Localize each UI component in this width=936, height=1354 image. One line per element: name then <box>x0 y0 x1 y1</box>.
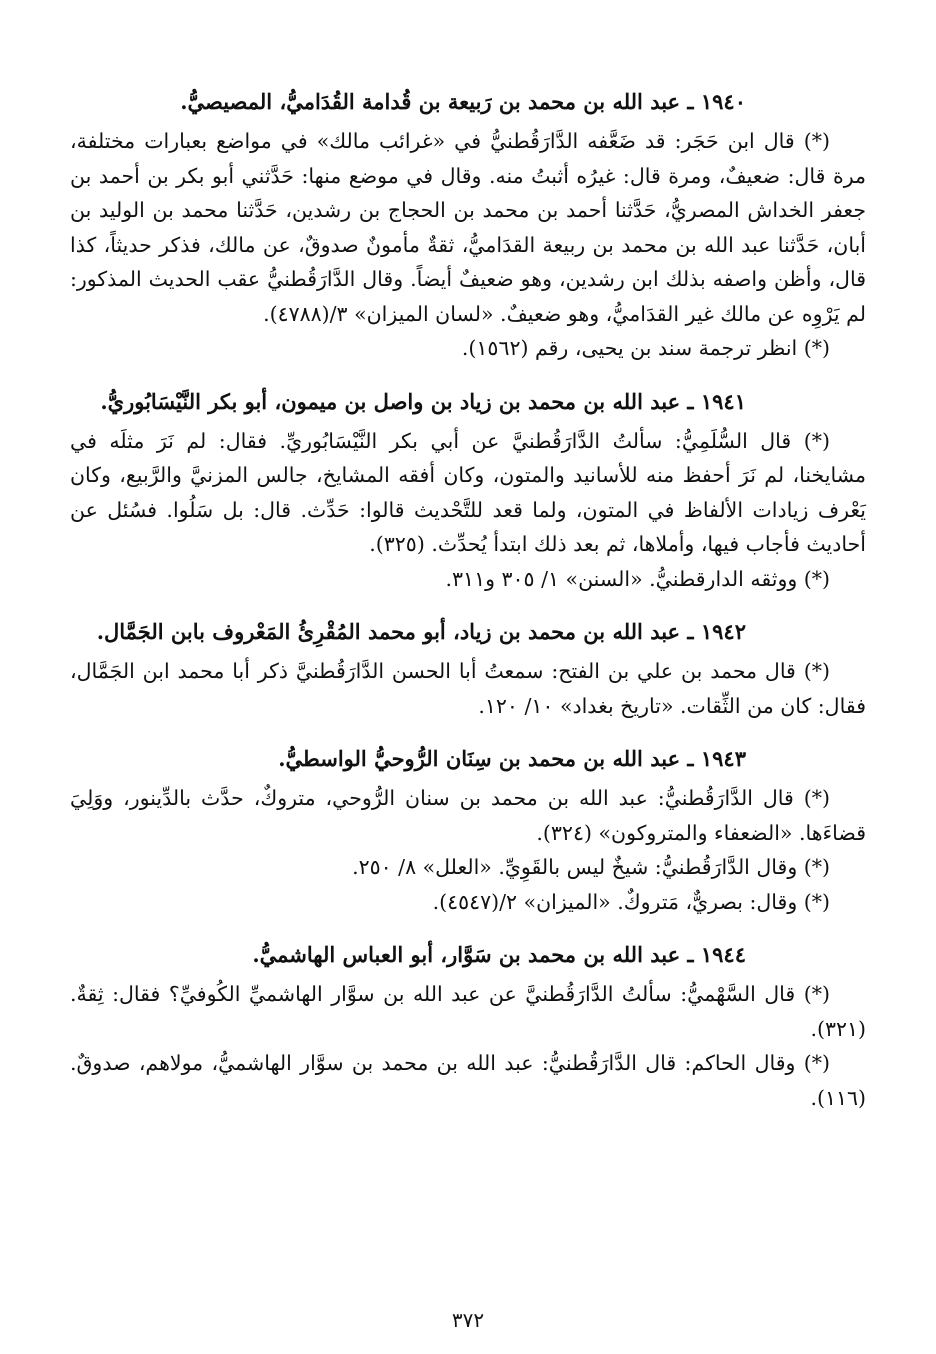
entry-paragraph: (*) ووثقه الدارقطنيُّ. «السنن» ١/ ٣٠٥ و٣١١. <box>445 566 830 591</box>
entry-paragraph: (*) قال السُّلَمِيُّ: سألتُ الدَّارَقُطنيَّ عن أبي بكر النَّيْسَابُوريِّ. فقال: لم نَرَ مثلَه في مشايخنا، لم نَرَ أحفظ منه للأسانيد والمتون، وكان أفقه المشايخ، جالس المزنيَّ والرَّبيع، وكان يَعْرف زيادات الألفاظ في المتون، ولما قعد للتَّحْديث قالوا: حَدِّث. قال: بل سَلُوا. فسُئل عن أحاديث فأجاب فيها، وأملاها، ثم بعد ذلك ابتدأ يُحدِّث. (٣٢٥). <box>70 428 866 556</box>
page-number: ٣٧٢ <box>451 1308 485 1332</box>
entry-1940 <box>70 80 866 366</box>
entry-paragraph: (*) وقال الدَّارَقُطنيُّ: شيخٌ ليس بالقَوِيِّ. «العلل» ٨/ ٢٥٠. <box>352 855 830 879</box>
entry-paragraph: (*) وقال الحاكم: قال الدَّارَقُطنيُّ: عبد الله بن محمد بن سوَّار الهاشميُّ، مولاهم، صدوقٌ. (١١٦). <box>70 1051 866 1110</box>
entry-paragraph: (*) قال الدَّارَقُطنيُّ: عبد الله بن محمد بن سنان الرُّوحي، متروكٌ، حدَّث بالدِّينور، ووَلِيَ قضاءَها. «الضعفاء والمتروكون» (٣٢٤). <box>70 786 866 845</box>
entry-paragraph: (*) قال محمد بن علي بن الفتح: سمعتُ أبا الحسن الدَّارَقُطنيَّ ذكر أبا محمد ابن الجَمَّال، فقال: كان من الثِّقات. «تاريخ بغداد» ١٠/ ١٢٠. <box>70 659 866 718</box>
entry-paragraph: (*) وقال: بصريٌّ، مَتروكٌ. «الميزان» ٢/(٤٥٤٧). <box>432 889 830 914</box>
entry-paragraph: (*) قال السَّهْميُّ: سألتُ الدَّارَقُطنيَّ عن عبد الله بن سوَّار الهاشميِّ الكُوفيِّ؟ فقال: ثِقةٌ. (٣٢١). <box>70 982 866 1041</box>
entry-heading: ١٩٤٣ ـ عبد الله بن محمد بن سِنَان الرُّوحيُّ الواسطيُّ. <box>278 746 746 771</box>
entry-1942 <box>70 610 866 723</box>
entry-heading: ١٩٤٢ ـ عبد الله بن محمد بن زياد، أبو محمد المُقْرِئُ المَعْروف بابن الجَمَّال. <box>96 619 746 644</box>
entry-heading: ١٩٤١ ـ عبد الله بن محمد بن زياد بن واصل بن ميمون، أبو بكر النَّيْسَابُوريُّ. <box>100 388 746 414</box>
page-content <box>70 80 866 1129</box>
entry-heading: ١٩٤٤ ـ عبد الله بن محمد بن سَوَّار، أبو العباس الهاشميُّ. <box>252 942 746 967</box>
entry-1944 <box>70 933 866 1115</box>
entry-heading: ١٩٤٠ ـ عبد الله بن محمد بن رَبيعة بن قُدامة القُدَاميُّ، المصيصيُّ. <box>180 89 746 114</box>
entry-1943 <box>70 737 866 919</box>
entry-paragraph: (*) قال ابن حَجَر: قد ضَعَّفه الدَّارَقُطنيُّ في «غرائب مالك» في مواضع بعبارات مختلفة، مرة قال: ضعيفٌ، ومرة قال: غيرُه أثبتُ منه. وقال في موضع منها: حَدَّثني أبو بكر بن أحمد بن جعفر الخداش المصريُّ، حَدَّثنا أحمد بن محمد بن الحجاج بن رشدين، حَدَّثنا محمد بن الوليد بن أبان، حَدَّثنا عبد الله بن محمد بن ربيعة القدَاميُّ، ثقةٌ مأمونٌ صدوقٌ، عن مالك، فذكر حديثاً، كذا قال، وأظن واصفه بذلك ابن رشدين، وهو ضعيفٌ أيضاً. وقال الدَّارَقُطنيُّ عقب الحديث المذكور: لم يَرْوِه عن مالك غير القدَاميُّ، وهو ضعيفٌ. «لسان الميزان» ٣/(٤٧٨٨). <box>70 129 866 326</box>
entry-paragraph: (*) انظر ترجمة سند بن يحيى، رقم (١٥٦٢). <box>461 336 830 360</box>
entry-1941 <box>70 380 866 597</box>
